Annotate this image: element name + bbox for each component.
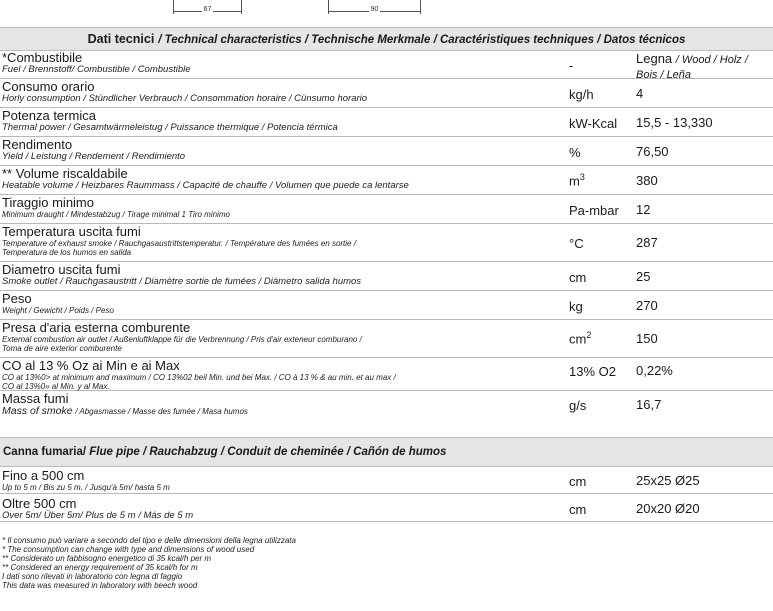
row-sublabel-2: Temperatura de los humos en salida (2, 248, 132, 257)
table-row (0, 137, 773, 166)
row-unit: % (569, 145, 581, 160)
dimension-marks (0, 0, 773, 18)
table-row (0, 291, 773, 320)
row-value: 150 (636, 331, 658, 346)
tech-section-header (0, 27, 773, 51)
dimension-67: 67 (173, 0, 242, 18)
table-row (0, 320, 773, 358)
row-label: Presa d'aria esterna comburente (2, 320, 191, 335)
row-sublabel: Fuel / Brennstoff/ Combustible / Combustible (2, 64, 191, 75)
row-sublabel-2: Toma de aire exterior comburente (2, 344, 122, 353)
row-unit: g/s (569, 398, 587, 413)
row-value: 287 (636, 235, 658, 250)
table-row (0, 108, 773, 137)
row-unit: - (569, 58, 574, 73)
table-row (0, 224, 773, 262)
row-unit: kg/h (569, 87, 594, 102)
tech-title-translations: / Technical characteristics / Technische Merkmale / Caractéristiques techniques / Datos técnicos (158, 34, 686, 46)
table-row (0, 391, 773, 418)
footnote: ** Considerato un fabbisogno energetico di 35 kcal/h per m (2, 554, 212, 563)
row-unit: kg (569, 299, 583, 314)
table-row (0, 166, 773, 195)
row-label: Tiraggio minimo (2, 195, 94, 210)
table-row (0, 466, 773, 494)
row-label: Peso (2, 291, 32, 306)
table-row (0, 50, 773, 79)
row-sublabel: Yield / Leistung / Rendement / Rendimiento (2, 151, 186, 162)
row-sublabel: Over 5m/ Über 5m/ Plus de 5 m / Más de 5 m (2, 510, 194, 521)
row-value: 270 (636, 298, 658, 313)
footnote: ** Considered an energy requirement of 35 kcal/h for m (2, 563, 198, 572)
row-unit: $cm^2$ (569, 330, 592, 347)
row-value: 15,5 - 13,330 (636, 115, 713, 130)
row-sublabel: Horly consumption / Stündlicher Verbrauch / Consommation horaire / Cünsumo horario (2, 93, 368, 104)
row-label: Diametro uscita fumi (2, 262, 121, 277)
row-value: Legna / Wood / Holz / Bois / Leña (636, 51, 748, 81)
flue-table (0, 466, 773, 522)
row-value: 16,7 (636, 397, 662, 412)
flue-section-header (0, 437, 773, 467)
footnote: I dati sono rilevati in laboratorio con legna di faggio (2, 572, 183, 581)
row-label: Rendimento (2, 137, 73, 152)
row-sublabel: CO at 13%0> at minimum and maximum / CO 13%02 beil Min. und bei Max. / CO à 13 % & au min. et au max / (2, 373, 396, 382)
row-label: Potenza termica (2, 108, 96, 123)
dimension-90: 90 (328, 0, 421, 18)
flue-title-translations: Flue pipe / Rauchabzug / Conduit de cheminée / Cañón de humos (89, 446, 447, 458)
row-sublabel: Heatable volume / Heizbares Raummass / Capacité de chauffe / Volumen que puede ca lentarse (2, 180, 409, 191)
row-unit: cm (569, 474, 587, 489)
tech-table (0, 50, 773, 418)
row-value: 20x20 Ø20 (636, 501, 700, 516)
row-unit: Pa-mbar (569, 203, 619, 218)
row-label: Temperatura uscita fumi (2, 224, 141, 239)
row-value: 25 (636, 269, 651, 284)
row-value: 4 (636, 86, 644, 101)
table-row (0, 79, 773, 108)
footnote: * The consumption can change with type and dimensions of wood used (2, 545, 255, 554)
row-value: 25x25 Ø25 (636, 473, 700, 488)
footnotes (2, 536, 296, 590)
row-sublabel-2: CO al 13%0» al Min. y al Max. (2, 382, 110, 391)
row-sublabel: Up to 5 m / Bis zu 5 m. / Jusqu'à 5m/ hasta 5 m (2, 483, 170, 492)
row-sublabel: External combustion air outlet / Außenluftklappe für die Verbrennung / Pris d'air exteneur comburano / (2, 335, 362, 344)
row-sublabel: Thermal power / Gesamtwärmeleistug / Puissance thermique / Potencia térmica (2, 122, 338, 133)
row-sublabel: Weight / Gewicht / Poids / Peso (2, 306, 114, 315)
row-label: *Combustibile (2, 50, 83, 65)
footnote: This data was measured in laboratory with beech wood (2, 581, 198, 590)
row-unit: kW-Kcal (569, 116, 618, 131)
row-label: Massa fumi (2, 391, 69, 406)
row-unit: cm (569, 502, 587, 517)
row-unit: $m^3$ (569, 172, 585, 189)
table-row (0, 195, 773, 224)
row-value: 12 (636, 202, 651, 217)
table-row (0, 358, 773, 391)
row-label: Oltre 500 cm (2, 496, 77, 511)
row-sublabel: Temperature of exhaust smoke / Rauchgasaustrittstemperatur. / Température des fumées en sortie / (2, 239, 356, 248)
row-sublabel: Smoke outlet / Rauchgasaustritt / Diamètre sortie de fumées / Diàmetro salida humos (2, 276, 362, 287)
footnote: * Il consumo può variare a secondo del tipo e delle dimensioni della legna utilizzata (2, 536, 296, 545)
flue-title: Canna fumaria/ (3, 446, 87, 458)
row-sublabel: Minimum draught / Mindestabzug / Tirage minimal 1 Tiro minimo (2, 210, 230, 219)
row-value: 0,22% (636, 363, 673, 378)
row-label: Consumo orario (2, 79, 95, 94)
row-unit: °C (569, 236, 584, 251)
table-row (0, 262, 773, 291)
row-label: CO al 13 % Oz ai Min e ai Max (2, 358, 180, 373)
row-unit: 13% O2 (569, 364, 616, 379)
row-value: 76,50 (636, 144, 669, 159)
row-sublabel: Mass of smoke / Abgasmasse / Masse des fumée / Masa humos (2, 405, 248, 417)
tech-title: Dati tecnici (87, 32, 155, 46)
row-label: Fino a 500 cm (2, 468, 85, 483)
row-value: 380 (636, 173, 658, 188)
table-row (0, 494, 773, 522)
row-label: ** Volume riscaldabile (2, 166, 128, 181)
row-unit: cm (569, 270, 587, 285)
